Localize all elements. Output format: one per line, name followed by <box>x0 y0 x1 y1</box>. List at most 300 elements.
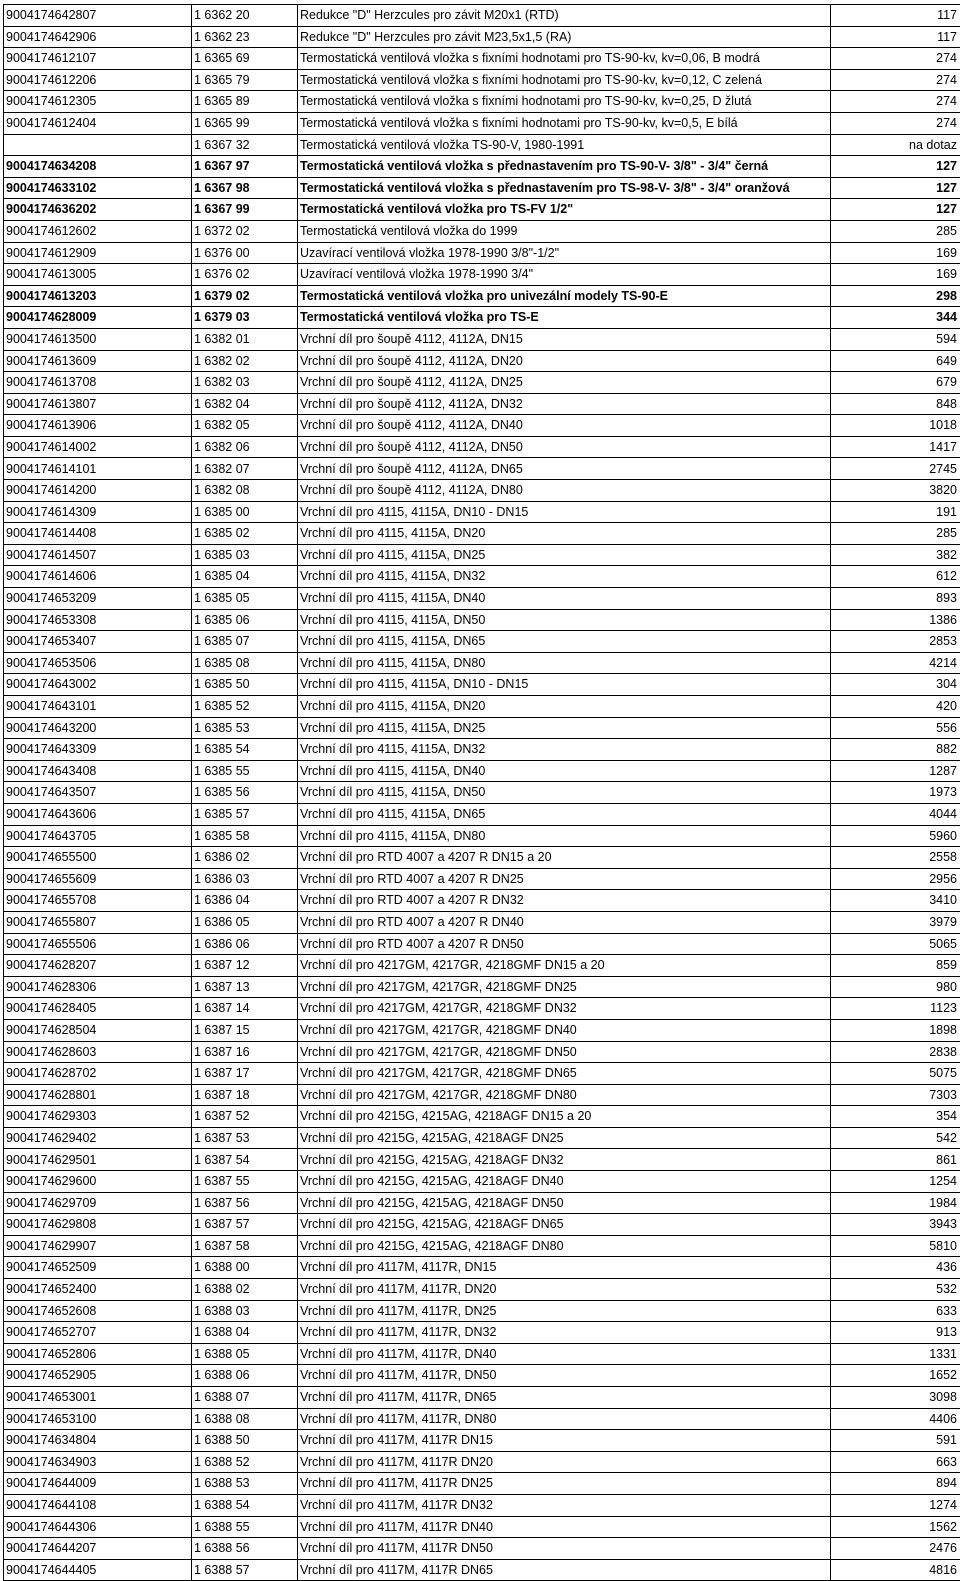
price-cell: 882 <box>831 739 960 761</box>
product-code-cell: 1 6385 05 <box>192 588 298 610</box>
table-row <box>4 264 960 286</box>
price-cell: 2558 <box>831 847 960 869</box>
ean-cell: 9004174644405 <box>4 1559 192 1581</box>
price-cell: 127 <box>831 177 960 199</box>
product-code-cell: 1 6385 53 <box>192 717 298 739</box>
ean-cell: 9004174643408 <box>4 760 192 782</box>
table-row <box>4 1451 960 1473</box>
description-cell: Vrchní díl pro 4115, 4115A, DN50 <box>298 609 831 631</box>
ean-cell: 9004174634804 <box>4 1430 192 1452</box>
table-row <box>4 480 960 502</box>
product-code-cell: 1 6365 79 <box>192 69 298 91</box>
table-row <box>4 1019 960 1041</box>
price-cell: 127 <box>831 156 960 178</box>
product-code-cell: 1 6382 06 <box>192 436 298 458</box>
ean-cell: 9004174614101 <box>4 458 192 480</box>
description-cell: Vrchní díl pro 4117M, 4117R DN15 <box>298 1430 831 1452</box>
product-code-cell: 1 6388 02 <box>192 1279 298 1301</box>
price-cell: 2476 <box>831 1538 960 1560</box>
price-cell: 5960 <box>831 825 960 847</box>
description-cell: Termostatická ventilová vložka TS-90-V, 1980-1991 <box>298 134 831 156</box>
description-cell: Vrchní díl pro 4115, 4115A, DN25 <box>298 717 831 739</box>
description-cell: Vrchní díl pro šoupě 4112, 4112A, DN20 <box>298 350 831 372</box>
product-code-cell: 1 6367 98 <box>192 177 298 199</box>
description-cell: Vrchní díl pro šoupě 4112, 4112A, DN40 <box>298 415 831 437</box>
price-cell: 1287 <box>831 760 960 782</box>
description-cell: Vrchní díl pro 4115, 4115A, DN65 <box>298 803 831 825</box>
product-code-cell: 1 6388 03 <box>192 1300 298 1322</box>
product-code-cell: 1 6385 57 <box>192 803 298 825</box>
ean-cell: 9004174653001 <box>4 1387 192 1409</box>
ean-cell: 9004174628405 <box>4 998 192 1020</box>
product-code-cell: 1 6387 57 <box>192 1214 298 1236</box>
ean-cell: 9004174653100 <box>4 1408 192 1430</box>
ean-cell: 9004174614200 <box>4 480 192 502</box>
table-row <box>4 328 960 350</box>
description-cell: Vrchní díl pro 4117M, 4117R, DN65 <box>298 1387 831 1409</box>
description-cell: Vrchní díl pro RTD 4007 a 4207 R DN25 <box>298 868 831 890</box>
price-cell: 894 <box>831 1473 960 1495</box>
table-row <box>4 350 960 372</box>
table-row <box>4 696 960 718</box>
ean-cell: 9004174628306 <box>4 976 192 998</box>
price-cell: 304 <box>831 674 960 696</box>
description-cell: Termostatická ventilová vložka s přednastavením pro TS-90-V- 3/8" - 3/4" černá <box>298 156 831 178</box>
ean-cell: 9004174612206 <box>4 69 192 91</box>
ean-cell: 9004174644108 <box>4 1494 192 1516</box>
table-row <box>4 1063 960 1085</box>
ean-cell: 9004174614507 <box>4 544 192 566</box>
price-cell: 1254 <box>831 1171 960 1193</box>
description-cell: Uzavírací ventilová vložka 1978-1990 3/8"-1/2" <box>298 242 831 264</box>
table-row <box>4 1408 960 1430</box>
description-cell: Vrchní díl pro 4115, 4115A, DN65 <box>298 631 831 653</box>
ean-cell: 9004174655506 <box>4 933 192 955</box>
description-cell: Vrchní díl pro 4115, 4115A, DN32 <box>298 739 831 761</box>
price-cell: 285 <box>831 220 960 242</box>
table-row <box>4 566 960 588</box>
ean-cell: 9004174628603 <box>4 1041 192 1063</box>
table-row <box>4 803 960 825</box>
description-cell: Vrchní díl pro 4115, 4115A, DN40 <box>298 588 831 610</box>
product-code-cell: 1 6388 55 <box>192 1516 298 1538</box>
description-cell: Vrchní díl pro 4117M, 4117R DN50 <box>298 1538 831 1560</box>
product-code-cell: 1 6367 32 <box>192 134 298 156</box>
description-cell: Termostatická ventilová vložka pro TS-E <box>298 307 831 329</box>
price-cell: 420 <box>831 696 960 718</box>
description-cell: Vrchní díl pro 4215G, 4215AG, 4218AGF DN15 a 20 <box>298 1106 831 1128</box>
ean-cell: 9004174652400 <box>4 1279 192 1301</box>
price-cell: 169 <box>831 242 960 264</box>
product-code-cell: 1 6365 69 <box>192 48 298 70</box>
ean-cell: 9004174636202 <box>4 199 192 221</box>
description-cell: Vrchní díl pro 4115, 4115A, DN32 <box>298 566 831 588</box>
product-code-cell: 1 6385 55 <box>192 760 298 782</box>
table-row <box>4 156 960 178</box>
product-code-cell: 1 6382 07 <box>192 458 298 480</box>
price-cell: 663 <box>831 1451 960 1473</box>
table-row <box>4 609 960 631</box>
table-row <box>4 523 960 545</box>
product-code-cell: 1 6387 16 <box>192 1041 298 1063</box>
description-cell: Vrchní díl pro 4217GM, 4217GR, 4218GMF DN15 a 20 <box>298 955 831 977</box>
product-code-cell: 1 6386 06 <box>192 933 298 955</box>
ean-cell: 9004174652608 <box>4 1300 192 1322</box>
price-cell: 542 <box>831 1127 960 1149</box>
ean-cell: 9004174613708 <box>4 372 192 394</box>
description-cell: Vrchní díl pro 4215G, 4215AG, 4218AGF DN80 <box>298 1235 831 1257</box>
description-cell: Vrchní díl pro 4117M, 4117R, DN25 <box>298 1300 831 1322</box>
table-row <box>4 1430 960 1452</box>
description-cell: Vrchní díl pro 4117M, 4117R, DN20 <box>298 1279 831 1301</box>
price-cell: 649 <box>831 350 960 372</box>
table-row <box>4 1127 960 1149</box>
price-cell: 532 <box>831 1279 960 1301</box>
ean-cell: 9004174628504 <box>4 1019 192 1041</box>
product-code-cell: 1 6388 52 <box>192 1451 298 1473</box>
product-code-cell: 1 6382 04 <box>192 393 298 415</box>
table-row <box>4 760 960 782</box>
price-cell: 4214 <box>831 652 960 674</box>
description-cell: Vrchní díl pro 4117M, 4117R DN40 <box>298 1516 831 1538</box>
product-code-cell: 1 6388 07 <box>192 1387 298 1409</box>
table-row <box>4 69 960 91</box>
description-cell: Vrchní díl pro šoupě 4112, 4112A, DN65 <box>298 458 831 480</box>
table-row <box>4 220 960 242</box>
description-cell: Vrchní díl pro 4117M, 4117R, DN80 <box>298 1408 831 1430</box>
table-row <box>4 911 960 933</box>
price-cell: 285 <box>831 523 960 545</box>
price-cell: 274 <box>831 91 960 113</box>
ean-cell: 9004174643705 <box>4 825 192 847</box>
description-cell: Vrchní díl pro 4115, 4115A, DN20 <box>298 523 831 545</box>
price-cell: 298 <box>831 285 960 307</box>
price-cell: 1386 <box>831 609 960 631</box>
price-cell: 169 <box>831 264 960 286</box>
ean-cell: 9004174628801 <box>4 1084 192 1106</box>
table-row <box>4 1171 960 1193</box>
ean-cell: 9004174628009 <box>4 307 192 329</box>
price-cell: 4406 <box>831 1408 960 1430</box>
price-cell: 1123 <box>831 998 960 1020</box>
product-code-cell: 1 6382 02 <box>192 350 298 372</box>
description-cell: Termostatická ventilová vložka s fixními hodnotami pro TS-90-kv, kv=0,12, C zelená <box>298 69 831 91</box>
price-cell: 3979 <box>831 911 960 933</box>
ean-cell: 9004174655708 <box>4 890 192 912</box>
price-cell: 1331 <box>831 1343 960 1365</box>
description-cell: Vrchní díl pro 4117M, 4117R, DN32 <box>298 1322 831 1344</box>
table-row <box>4 631 960 653</box>
description-cell: Vrchní díl pro 4115, 4115A, DN10 - DN15 <box>298 501 831 523</box>
ean-cell: 9004174629303 <box>4 1106 192 1128</box>
description-cell: Termostatická ventilová vložka pro TS-FV 1/2" <box>298 199 831 221</box>
price-cell: 679 <box>831 372 960 394</box>
price-cell: 980 <box>831 976 960 998</box>
product-code-cell: 1 6387 56 <box>192 1192 298 1214</box>
table-row <box>4 91 960 113</box>
price-table <box>3 4 960 1581</box>
price-cell: 127 <box>831 199 960 221</box>
description-cell: Vrchní díl pro 4115, 4115A, DN20 <box>298 696 831 718</box>
product-code-cell: 1 6386 02 <box>192 847 298 869</box>
description-cell: Vrchní díl pro šoupě 4112, 4112A, DN32 <box>298 393 831 415</box>
ean-cell: 9004174655807 <box>4 911 192 933</box>
table-row <box>4 177 960 199</box>
product-code-cell: 1 6387 55 <box>192 1171 298 1193</box>
price-cell: 2956 <box>831 868 960 890</box>
ean-cell: 9004174612107 <box>4 48 192 70</box>
description-cell: Vrchní díl pro RTD 4007 a 4207 R DN32 <box>298 890 831 912</box>
description-cell: Vrchní díl pro 4117M, 4117R DN65 <box>298 1559 831 1581</box>
table-row <box>4 933 960 955</box>
ean-cell: 9004174628702 <box>4 1063 192 1085</box>
description-cell: Redukce "D" Herzcules pro závit M23,5x1,5 (RA) <box>298 26 831 48</box>
description-cell: Vrchní díl pro 4217GM, 4217GR, 4218GMF DN65 <box>298 1063 831 1085</box>
description-cell: Vrchní díl pro 4117M, 4117R, DN50 <box>298 1365 831 1387</box>
description-cell: Vrchní díl pro 4115, 4115A, DN50 <box>298 782 831 804</box>
ean-cell: 9004174613500 <box>4 328 192 350</box>
description-cell: Vrchní díl pro šoupě 4112, 4112A, DN15 <box>298 328 831 350</box>
price-cell: 2838 <box>831 1041 960 1063</box>
table-row <box>4 415 960 437</box>
table-row <box>4 1559 960 1581</box>
table-row <box>4 372 960 394</box>
price-cell: 5065 <box>831 933 960 955</box>
product-code-cell: 1 6386 05 <box>192 911 298 933</box>
ean-cell: 9004174629501 <box>4 1149 192 1171</box>
ean-cell: 9004174652806 <box>4 1343 192 1365</box>
product-code-cell: 1 6388 04 <box>192 1322 298 1344</box>
product-code-cell: 1 6385 56 <box>192 782 298 804</box>
price-cell: na dotaz <box>831 134 960 156</box>
description-cell: Vrchní díl pro RTD 4007 a 4207 R DN40 <box>298 911 831 933</box>
table-row <box>4 458 960 480</box>
price-cell: 117 <box>831 5 960 27</box>
price-cell: 1898 <box>831 1019 960 1041</box>
product-code-cell: 1 6386 04 <box>192 890 298 912</box>
description-cell: Termostatická ventilová vložka s přednastavením pro TS-98-V- 3/8" - 3/4" oranžová <box>298 177 831 199</box>
price-cell: 591 <box>831 1430 960 1452</box>
table-row <box>4 955 960 977</box>
description-cell: Vrchní díl pro 4115, 4115A, DN10 - DN15 <box>298 674 831 696</box>
table-row <box>4 285 960 307</box>
product-code-cell: 1 6385 03 <box>192 544 298 566</box>
product-code-cell: 1 6385 08 <box>192 652 298 674</box>
ean-cell: 9004174613203 <box>4 285 192 307</box>
table-row <box>4 588 960 610</box>
ean-cell: 9004174644207 <box>4 1538 192 1560</box>
description-cell: Vrchní díl pro RTD 4007 a 4207 R DN50 <box>298 933 831 955</box>
product-code-cell: 1 6387 54 <box>192 1149 298 1171</box>
description-cell: Vrchní díl pro 4215G, 4215AG, 4218AGF DN25 <box>298 1127 831 1149</box>
description-cell: Vrchní díl pro 4215G, 4215AG, 4218AGF DN50 <box>298 1192 831 1214</box>
product-code-cell: 1 6385 04 <box>192 566 298 588</box>
price-cell: 861 <box>831 1149 960 1171</box>
product-code-cell: 1 6382 01 <box>192 328 298 350</box>
ean-cell: 9004174643200 <box>4 717 192 739</box>
price-cell: 594 <box>831 328 960 350</box>
product-code-cell: 1 6388 50 <box>192 1430 298 1452</box>
table-row <box>4 674 960 696</box>
table-row <box>4 998 960 1020</box>
price-cell: 1417 <box>831 436 960 458</box>
ean-cell: 9004174653209 <box>4 588 192 610</box>
price-cell: 1018 <box>831 415 960 437</box>
product-code-cell: 1 6385 00 <box>192 501 298 523</box>
ean-cell: 9004174652707 <box>4 1322 192 1344</box>
description-cell: Vrchní díl pro 4117M, 4117R DN20 <box>298 1451 831 1473</box>
product-code-cell: 1 6387 12 <box>192 955 298 977</box>
description-cell: Vrchní díl pro 4117M, 4117R DN32 <box>298 1494 831 1516</box>
price-cell: 2745 <box>831 458 960 480</box>
product-code-cell: 1 6385 06 <box>192 609 298 631</box>
table-row <box>4 1322 960 1344</box>
ean-cell: 9004174643507 <box>4 782 192 804</box>
ean-cell: 9004174628207 <box>4 955 192 977</box>
product-code-cell: 1 6385 58 <box>192 825 298 847</box>
description-cell: Vrchní díl pro 4217GM, 4217GR, 4218GMF DN80 <box>298 1084 831 1106</box>
description-cell: Vrchní díl pro 4117M, 4117R DN25 <box>298 1473 831 1495</box>
product-code-cell: 1 6385 52 <box>192 696 298 718</box>
price-cell: 274 <box>831 69 960 91</box>
description-cell: Uzavírací ventilová vložka 1978-1990 3/4" <box>298 264 831 286</box>
ean-cell: 9004174653506 <box>4 652 192 674</box>
ean-cell: 9004174643002 <box>4 674 192 696</box>
table-row <box>4 1538 960 1560</box>
table-row <box>4 782 960 804</box>
ean-cell: 9004174614309 <box>4 501 192 523</box>
product-code-cell: 1 6387 14 <box>192 998 298 1020</box>
table-row <box>4 739 960 761</box>
description-cell: Vrchní díl pro RTD 4007 a 4207 R DN15 a 20 <box>298 847 831 869</box>
description-cell: Vrchní díl pro 4217GM, 4217GR, 4218GMF DN50 <box>298 1041 831 1063</box>
price-cell: 893 <box>831 588 960 610</box>
ean-cell: 9004174643309 <box>4 739 192 761</box>
product-code-cell: 1 6387 58 <box>192 1235 298 1257</box>
ean-cell: 9004174629907 <box>4 1235 192 1257</box>
product-code-cell: 1 6365 89 <box>192 91 298 113</box>
product-code-cell: 1 6388 05 <box>192 1343 298 1365</box>
table-row <box>4 1192 960 1214</box>
product-code-cell: 1 6388 00 <box>192 1257 298 1279</box>
product-code-cell: 1 6362 23 <box>192 26 298 48</box>
price-cell: 3098 <box>831 1387 960 1409</box>
product-code-cell: 1 6382 03 <box>192 372 298 394</box>
table-row <box>4 1473 960 1495</box>
price-cell: 633 <box>831 1300 960 1322</box>
product-code-cell: 1 6388 08 <box>192 1408 298 1430</box>
table-row <box>4 1279 960 1301</box>
ean-cell: 9004174614606 <box>4 566 192 588</box>
table-row <box>4 1494 960 1516</box>
table-row <box>4 825 960 847</box>
product-code-cell: 1 6388 56 <box>192 1538 298 1560</box>
price-cell: 117 <box>831 26 960 48</box>
product-code-cell: 1 6387 17 <box>192 1063 298 1085</box>
ean-cell: 9004174612305 <box>4 91 192 113</box>
product-code-cell: 1 6379 02 <box>192 285 298 307</box>
table-row <box>4 1516 960 1538</box>
ean-cell: 9004174612909 <box>4 242 192 264</box>
table-row <box>4 868 960 890</box>
ean-cell: 9004174655500 <box>4 847 192 869</box>
table-row <box>4 393 960 415</box>
description-cell: Vrchní díl pro 4115, 4115A, DN80 <box>298 825 831 847</box>
table-row <box>4 847 960 869</box>
price-cell: 556 <box>831 717 960 739</box>
product-code-cell: 1 6387 13 <box>192 976 298 998</box>
product-code-cell: 1 6386 03 <box>192 868 298 890</box>
description-cell: Vrchní díl pro 4117M, 4117R, DN15 <box>298 1257 831 1279</box>
ean-cell: 9004174613609 <box>4 350 192 372</box>
product-code-cell: 1 6367 99 <box>192 199 298 221</box>
product-code-cell: 1 6388 54 <box>192 1494 298 1516</box>
table-row <box>4 1365 960 1387</box>
description-cell: Vrchní díl pro šoupě 4112, 4112A, DN25 <box>298 372 831 394</box>
price-cell: 4816 <box>831 1559 960 1581</box>
ean-cell: 9004174644009 <box>4 1473 192 1495</box>
ean-cell: 9004174653407 <box>4 631 192 653</box>
product-code-cell: 1 6388 53 <box>192 1473 298 1495</box>
price-cell: 859 <box>831 955 960 977</box>
product-code-cell: 1 6382 08 <box>192 480 298 502</box>
table-row <box>4 717 960 739</box>
description-cell: Redukce "D" Herzcules pro závit M20x1 (RTD) <box>298 5 831 27</box>
price-cell: 382 <box>831 544 960 566</box>
price-cell: 354 <box>831 1106 960 1128</box>
price-cell: 3943 <box>831 1214 960 1236</box>
table-row <box>4 1257 960 1279</box>
description-cell: Vrchní díl pro 4117M, 4117R, DN40 <box>298 1343 831 1365</box>
ean-cell: 9004174629600 <box>4 1171 192 1193</box>
price-cell: 1973 <box>831 782 960 804</box>
description-cell: Vrchní díl pro 4115, 4115A, DN40 <box>298 760 831 782</box>
ean-cell: 9004174644306 <box>4 1516 192 1538</box>
product-code-cell: 1 6385 50 <box>192 674 298 696</box>
description-cell: Termostatická ventilová vložka s fixními hodnotami pro TS-90-kv, kv=0,06, B modrá <box>298 48 831 70</box>
table-row <box>4 307 960 329</box>
table-row <box>4 652 960 674</box>
table-row <box>4 5 960 27</box>
ean-cell: 9004174655609 <box>4 868 192 890</box>
product-code-cell: 1 6376 00 <box>192 242 298 264</box>
product-code-cell: 1 6379 03 <box>192 307 298 329</box>
table-row <box>4 242 960 264</box>
ean-cell: 9004174612602 <box>4 220 192 242</box>
table-row <box>4 544 960 566</box>
ean-cell: 9004174643101 <box>4 696 192 718</box>
description-cell: Termostatická ventilová vložka pro univezální modely TS-90-E <box>298 285 831 307</box>
product-code-cell: 1 6387 53 <box>192 1127 298 1149</box>
table-row <box>4 26 960 48</box>
ean-cell: 9004174614408 <box>4 523 192 545</box>
table-row <box>4 1343 960 1365</box>
ean-cell: 9004174613906 <box>4 415 192 437</box>
description-cell: Vrchní díl pro 4115, 4115A, DN25 <box>298 544 831 566</box>
product-code-cell: 1 6385 02 <box>192 523 298 545</box>
description-cell: Termostatická ventilová vložka s fixními hodnotami pro TS-90-kv, kv=0,25, D žlutá <box>298 91 831 113</box>
ean-cell: 9004174642906 <box>4 26 192 48</box>
description-cell: Vrchní díl pro 4217GM, 4217GR, 4218GMF DN40 <box>298 1019 831 1041</box>
product-code-cell: 1 6387 18 <box>192 1084 298 1106</box>
table-row <box>4 1214 960 1236</box>
price-cell: 1984 <box>831 1192 960 1214</box>
product-code-cell: 1 6362 20 <box>192 5 298 27</box>
price-cell: 612 <box>831 566 960 588</box>
price-cell: 1274 <box>831 1494 960 1516</box>
price-cell: 2853 <box>831 631 960 653</box>
ean-cell: 9004174634208 <box>4 156 192 178</box>
